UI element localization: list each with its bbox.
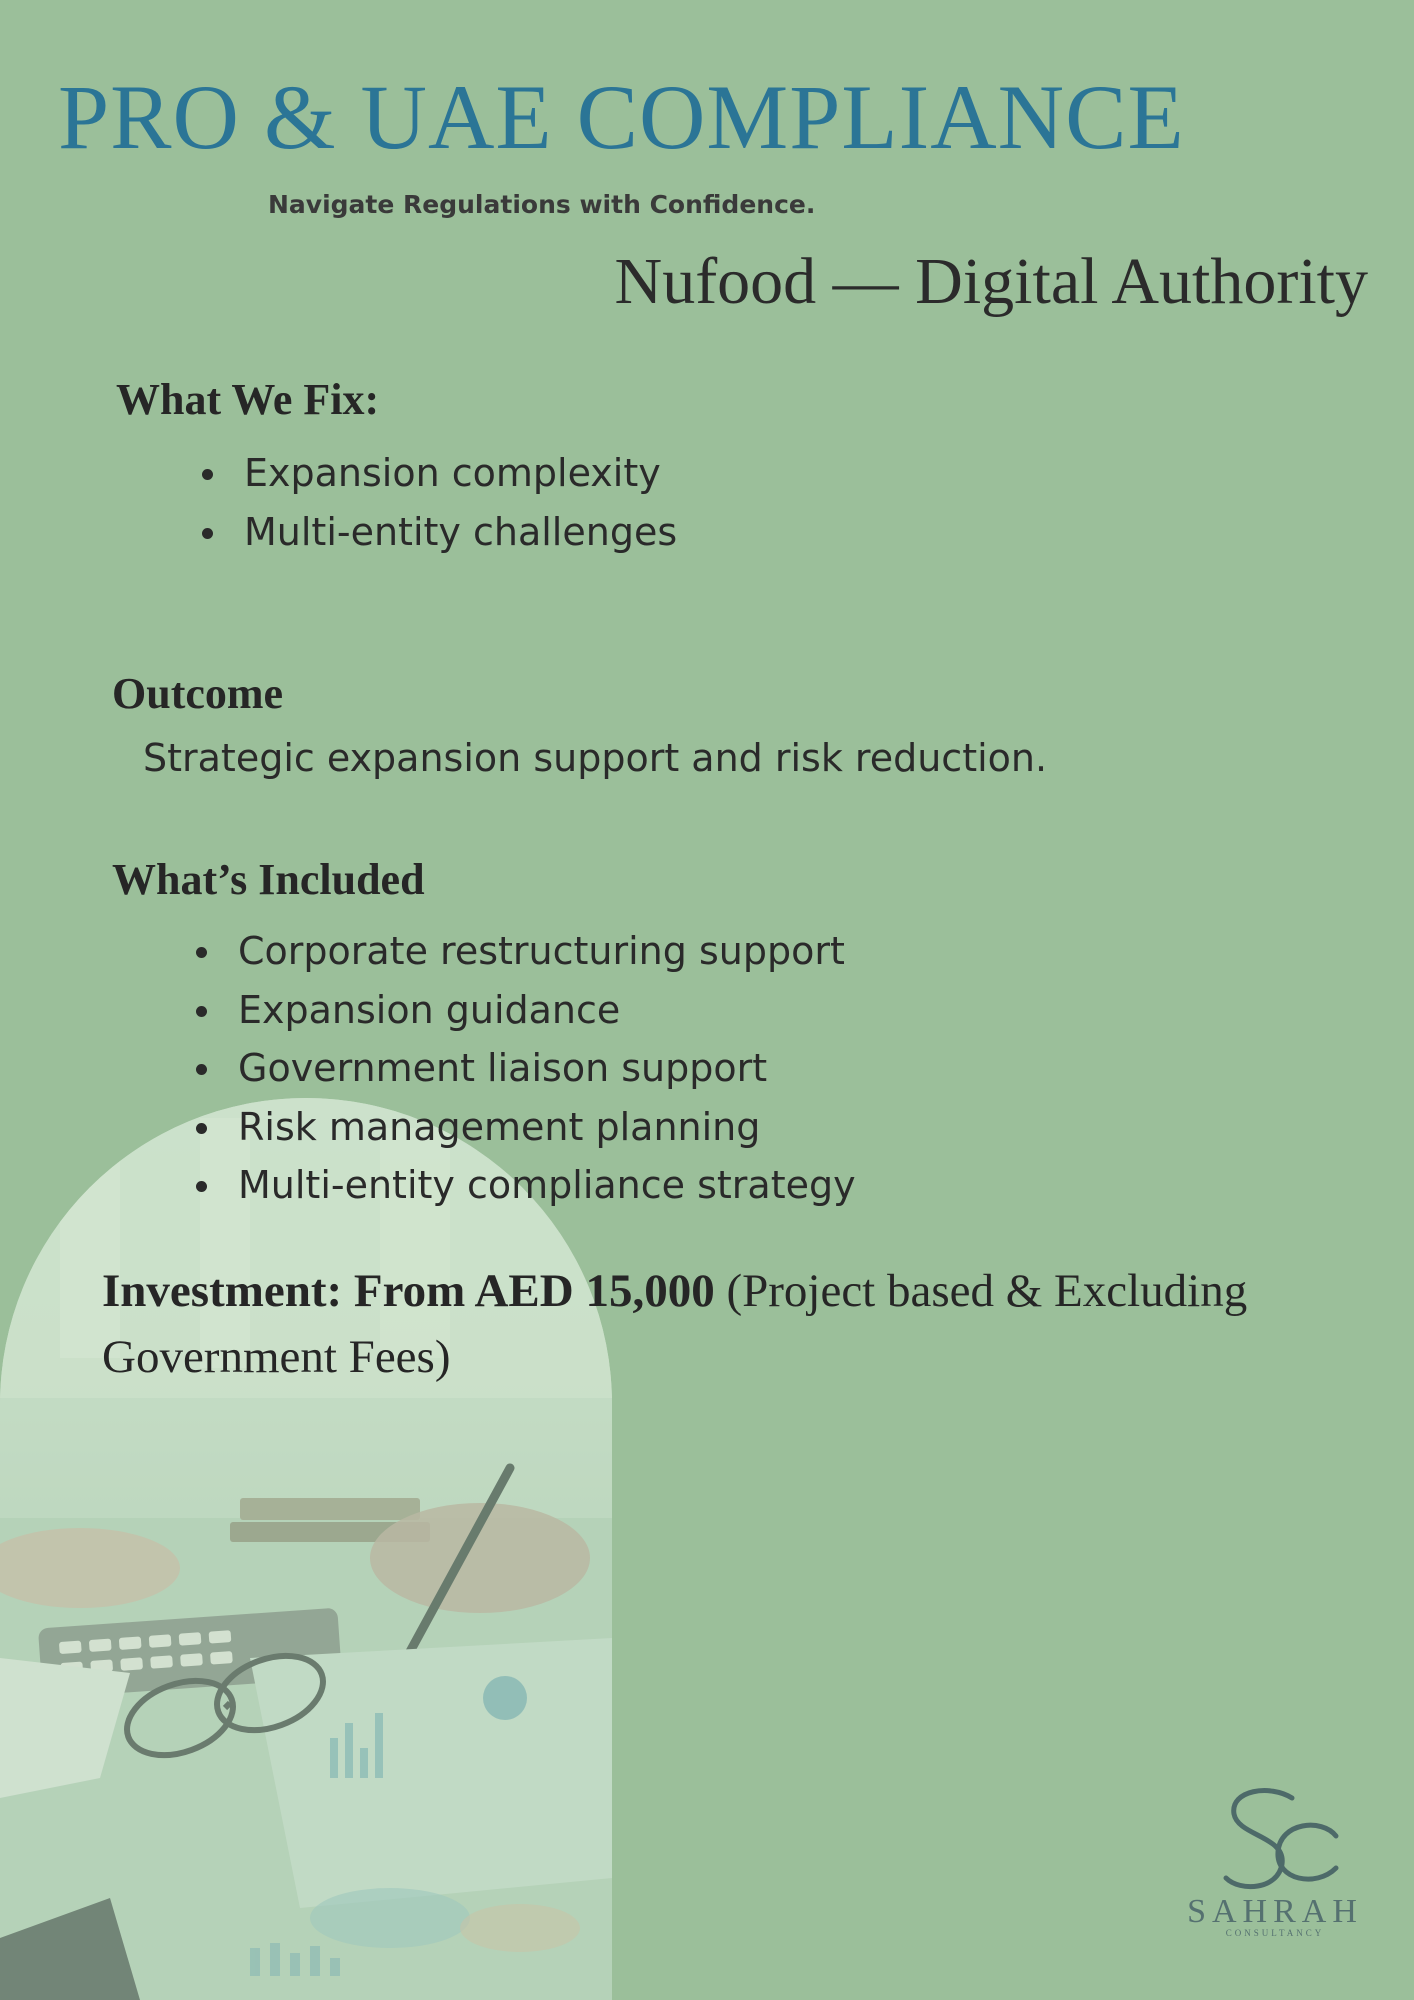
list-item: Corporate restructuring support bbox=[192, 922, 856, 981]
outcome-text: Strategic expansion support and risk reduction. bbox=[143, 736, 1048, 780]
office-desk-photo bbox=[0, 1098, 612, 2000]
page-title: PRO & UAE COMPLIANCE bbox=[58, 66, 1185, 168]
desk-photo-illustration bbox=[0, 1098, 612, 2000]
what-we-fix-heading: What We Fix: bbox=[116, 375, 380, 424]
outcome-heading: Outcome bbox=[112, 669, 284, 718]
list-item: Expansion complexity bbox=[198, 444, 677, 503]
investment-line bbox=[102, 1258, 1362, 1390]
logo-name: SAHRAH bbox=[1187, 1893, 1363, 1930]
whats-included-heading: What’s Included bbox=[112, 855, 425, 904]
tagline: Navigate Regulations with Confidence. bbox=[268, 190, 816, 219]
list-item: Risk management planning bbox=[192, 1098, 856, 1157]
logo-sub: CONSULTANCY bbox=[1225, 1928, 1325, 1938]
whats-included-list bbox=[192, 922, 856, 1215]
list-item: Multi-entity compliance strategy bbox=[192, 1156, 856, 1215]
list-item: Expansion guidance bbox=[192, 981, 856, 1040]
what-we-fix-list bbox=[198, 444, 677, 561]
service-subtitle: Nufood — Digital Authority bbox=[614, 245, 1368, 318]
investment-note: (Project based & Excluding Government Fees) bbox=[102, 1265, 1248, 1383]
list-item: Multi-entity challenges bbox=[198, 503, 677, 562]
list-item: Government liaison support bbox=[192, 1039, 856, 1098]
sc-monogram-logo bbox=[1160, 1780, 1390, 1940]
investment-label: Investment: From AED 15,000 bbox=[102, 1265, 715, 1317]
sahrah-logo bbox=[1160, 1780, 1390, 1940]
